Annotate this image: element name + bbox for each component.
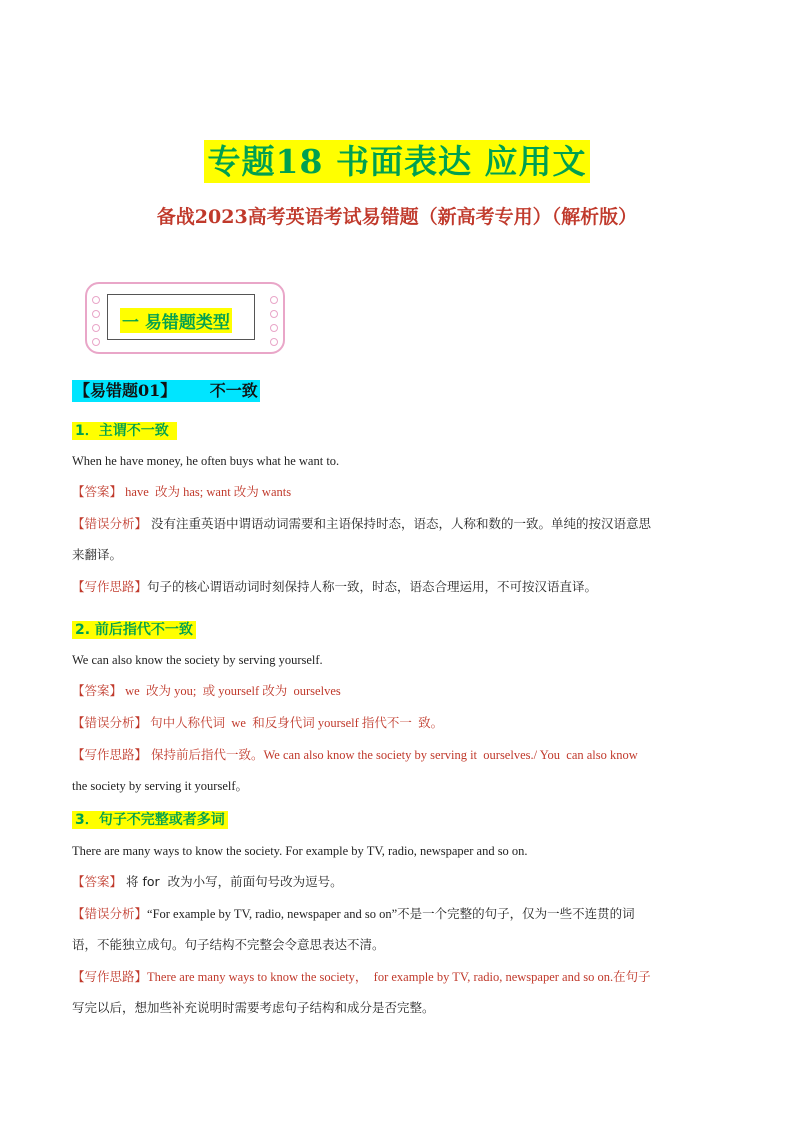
item-3-analysis-line-2: 语，不能独立成句。句子结构不完整会令意思表达不清。	[72, 937, 385, 952]
decorative-dots-left	[92, 296, 102, 346]
item-3-analysis-line-1: 【错误分析】“For example by TV, radio, newspaper and so on”不是一个完整的句子，仅为一些不连贯的词	[72, 906, 635, 921]
item-1-answer: 【答案】 have 改为 has; want 改为 wants	[72, 484, 292, 499]
item-2-analysis: 【错误分析】 句中人称代词 we 和反身代词 yourself 指代不一 致。	[72, 715, 444, 730]
section-badge-label: 一 易错题类型	[120, 308, 232, 333]
item-1-analysis-line-1: 【错误分析】 没有注重英语中谓语动词需要和主语保持时态，语态，人称和数的一致。单纯的按汉语意思	[72, 516, 651, 531]
item-2-answer: 【答案】 we 改为 you; 或 yourself 改为 ourselves	[72, 683, 341, 698]
item-1-heading: 1．主谓不一致	[72, 420, 177, 440]
item-3-answer: 【答案】 将 for 改为小写，前面句号改为逗号。	[72, 874, 343, 889]
item-3-thinking-line-1: 【写作思路】There are many ways to know the society， for example by TV, radio, newspaper and so on.在句子	[72, 969, 651, 984]
item-1-thinking: 【写作思路】句子的核心谓语动词时刻保持人称一致，时态，语态合理运用，不可按汉语直译。	[72, 579, 598, 594]
page-subtitle: 备战2023高考英语考试易错题（新高考专用）（解析版）	[156, 206, 638, 228]
section-badge-frame	[107, 294, 255, 340]
item-3-thinking-line-2: 写完以后，想加些补充说明时需要考虑句子结构和成分是否完整。	[72, 1000, 435, 1015]
item-1-sentence: When he have money, he often buys what he want to.	[72, 454, 340, 468]
item-1-analysis-line-2: 来翻译。	[72, 547, 123, 562]
item-2-thinking-line-2: the society by serving it yourself。	[72, 779, 249, 793]
item-3-heading: 3．句子不完整或者多词	[72, 809, 228, 829]
item-3-sentence: There are many ways to know the society. For example by TV, radio, newspaper and so on.	[72, 844, 528, 858]
error-type-heading: 【易错题01】 不一致	[74, 381, 258, 400]
page-title	[0, 136, 794, 183]
item-2-heading: 2. 前后指代不一致	[72, 619, 196, 639]
section-badge	[85, 282, 285, 354]
page-title-text: 专题18 书面表达 应用文	[204, 140, 591, 183]
item-2-sentence: We can also know the society by serving yourself.	[72, 653, 323, 667]
decorative-dots-right	[270, 296, 280, 346]
item-2-thinking-line-1: 【写作思路】 保持前后指代一致。We can also know the society by serving it ourselves./ You can also know	[72, 747, 638, 762]
